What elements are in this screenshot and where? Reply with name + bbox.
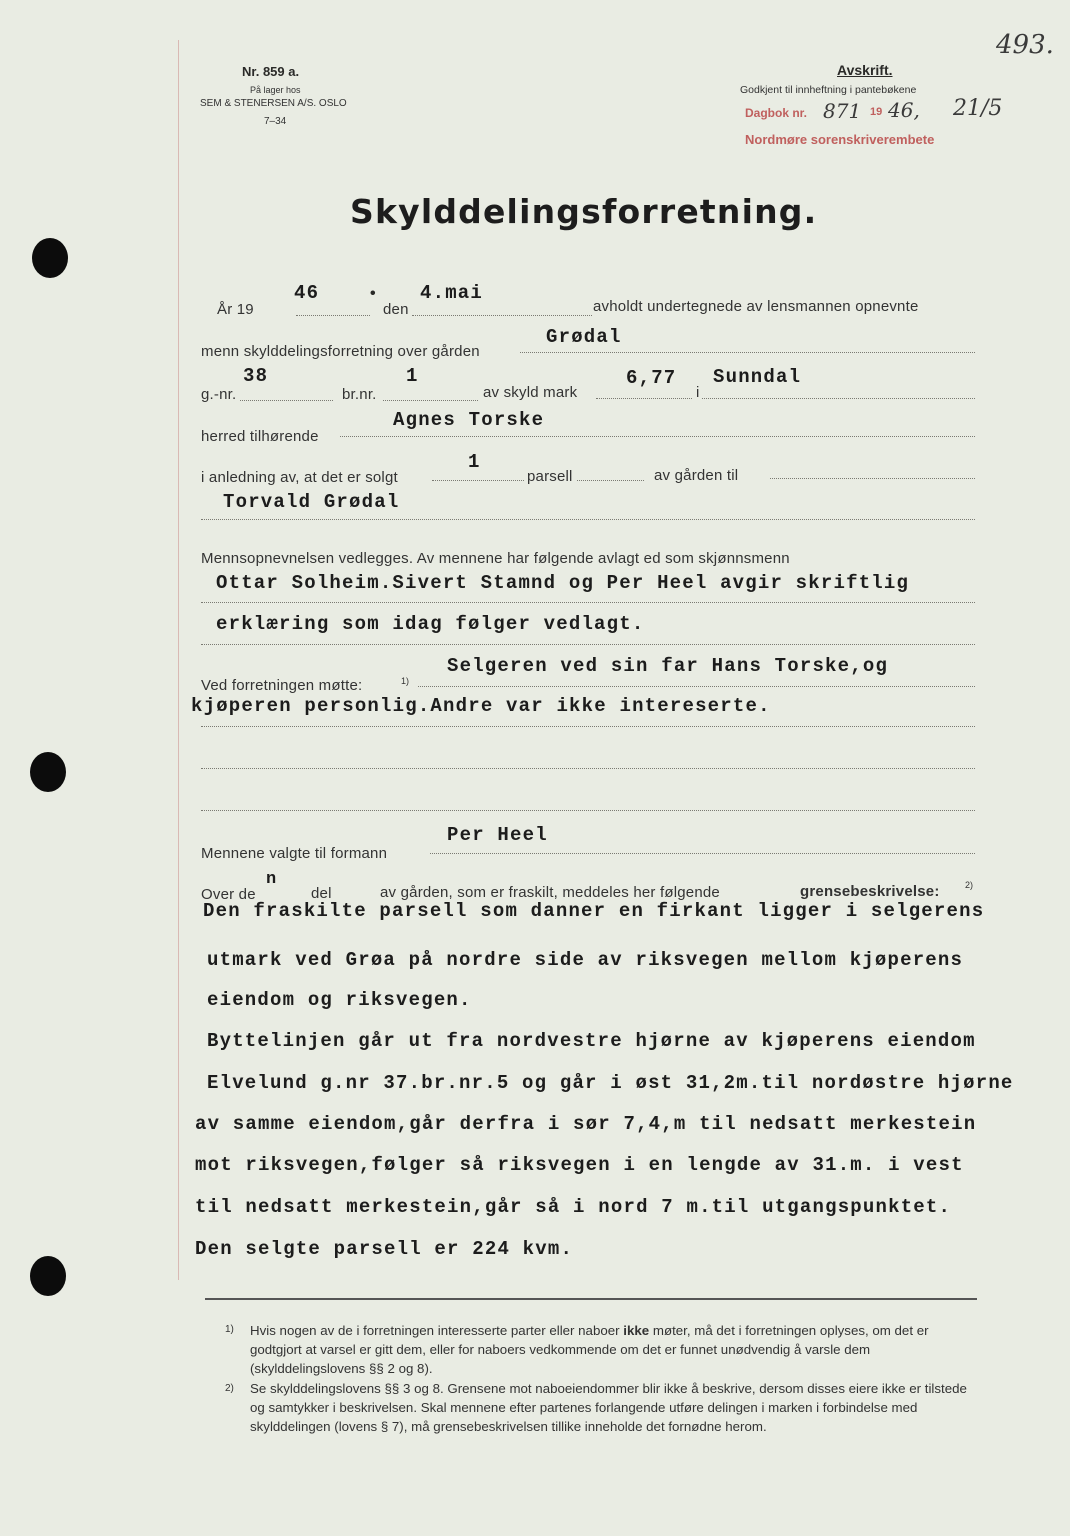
stamp-date: 21/5 [953, 96, 1003, 121]
printer-line: SEM & STENERSEN A/S. OSLO [200, 98, 347, 109]
boundary-line: Byttelinjen går ut fra nordvestre hjørne av kjøperens eiendom [207, 1030, 976, 1052]
buyer-name: Torvald Grødal [223, 491, 400, 513]
fill-line [418, 686, 975, 687]
attendees-line: kjøperen personlig.Andre var ikke intereserte. [191, 695, 771, 717]
chairman-label: Mennene valgte til formann [201, 845, 388, 862]
date-value: 4.mai [420, 282, 484, 304]
del-label: del [311, 885, 332, 902]
footnote-text-part: Hvis nogen av de i forretningen interesserte parter eller naboer [250, 1323, 620, 1338]
form-number: Nr. 859 a. [242, 64, 300, 79]
fill-line [430, 853, 975, 854]
page-title: Skylddelingsforretning. [350, 192, 818, 231]
printer-line: På lager hos [250, 85, 301, 95]
boundary-line: Elvelund g.nr 37.br.nr.5 og går i øst 31,2m.til nordøstre hjørne [207, 1072, 1014, 1094]
boundary-line: til nedsatt merkestein,går så i nord 7 m.til utgangspunktet. [195, 1196, 952, 1218]
fill-line [432, 480, 524, 481]
fill-line [412, 315, 592, 316]
year-prefix: 19 [870, 106, 883, 118]
stamp-year: 46, [888, 98, 920, 122]
fill-line [201, 602, 975, 603]
page-number: 493. [996, 30, 1054, 60]
footnote-text-part: møter, må det i forretningen oplyses, om det er godtgjort at varsel er gitt dem, eller for naboers vedkommende om det er funnet unødvendig å varsle dem (skylddelingslovens §§ 2 og 8). [250, 1323, 929, 1376]
footnote-ref: 2) [965, 880, 974, 890]
oath-line: Ottar Solheim.Sivert Stamnd og Per Heel avgir skriftlig [216, 572, 910, 594]
i-label: i [696, 384, 700, 401]
farm-label: menn skylddelingsforretning over gården [201, 343, 480, 360]
boundary-line: Den fraskilte parsell som danner en firkant ligger i selgerens [203, 900, 985, 922]
municipality-value: Sunndal [713, 366, 802, 388]
footnote-divider [205, 1298, 977, 1300]
margin-line [178, 40, 179, 1280]
fill-line [383, 400, 478, 401]
copy-heading: Avskrift. [837, 62, 893, 78]
fill-line [296, 315, 370, 316]
approval-note: Godkjent til innheftning i pantebøkene [740, 84, 917, 96]
footnote-mark: 2) [225, 1383, 234, 1394]
brnr-value: 1 [406, 365, 419, 387]
oath-text: Mennsopnevnelsen vedlegges. Av mennene har følgende avlagt ed som skjønnsmenn [201, 550, 790, 567]
year-value: 46 [294, 282, 320, 304]
footnote-text [250, 1379, 978, 1436]
fill-line [201, 644, 975, 645]
farm-name: Grødal [546, 326, 622, 348]
boundary-line: eiendom og riksvegen. [207, 989, 472, 1011]
dagbok-label: Dagbok nr. [745, 106, 808, 120]
fill-line [577, 480, 644, 481]
boundary-intro: av gården, som er fraskilt, meddeles her følgende [380, 884, 720, 901]
chairman-name: Per Heel [447, 824, 548, 846]
footnote-bold: ikke [623, 1323, 650, 1338]
gnr-value: 38 [243, 365, 269, 387]
printer-line: 7–34 [264, 116, 287, 127]
fill-line [520, 352, 975, 353]
year-label: År 19 [217, 301, 254, 318]
footnote-mark: 1) [225, 1324, 234, 1335]
footnote-text [250, 1321, 978, 1378]
oath-line: erklæring som idag følger vedlagt. [216, 613, 645, 635]
fill-line [702, 398, 975, 399]
footnote-text-part: Se skylddelingslovens §§ 3 og 8. Grensene mot naboeiendommer blir ikke å beskrive, dersom disses eiere ikke er tilstede og samtykker i beskrivelsen. Skal mennene efter partenes forlangende utføre delingen i marken i forbindelse med skylddelingen (lovens § 7), må grensebeskrivelsen tillike inneholde det fornødne herom. [250, 1381, 967, 1434]
herred-label: herred tilhørende [201, 428, 319, 445]
gnr-label: g.-nr. [201, 386, 237, 403]
fill-line [201, 768, 975, 769]
occasion-label: i anledning av, at det er solgt [201, 469, 398, 486]
den-label: den [383, 301, 409, 318]
fill-line [340, 436, 975, 437]
dot-mark: • [370, 285, 376, 302]
boundary-label: grensebeskrivelse: [800, 883, 940, 900]
dagbok-number: 871 [823, 99, 862, 123]
fill-line [596, 398, 692, 399]
skyld-value: 6,77 [626, 367, 677, 389]
attendees-line: Selgeren ved sin far Hans Torske,og [447, 655, 889, 677]
attendees-label: Ved forretningen møtte: [201, 677, 363, 694]
fill-line [240, 400, 333, 401]
over-label: Over de [201, 886, 256, 903]
fill-line [770, 478, 975, 479]
fill-line [201, 726, 975, 727]
punch-hole [30, 1256, 66, 1296]
court-office: Nordmøre sorenskriverembete [745, 132, 935, 147]
boundary-line: Den selgte parsell er 224 kvm. [195, 1238, 574, 1260]
boundary-line: av samme eiendom,går derfra i sør 7,4,m til nedsatt merkestein [195, 1113, 977, 1135]
boundary-line: mot riksvegen,følger så riksvegen i en lengde av 31.m. i vest [195, 1154, 964, 1176]
skyld-label: av skyld mark [483, 384, 578, 401]
punch-hole [32, 238, 68, 278]
punch-hole [30, 752, 66, 792]
footnote-ref: 1) [401, 676, 410, 686]
parcel-label: parsell [527, 468, 573, 485]
handwritten-n: n [266, 870, 278, 889]
boundary-line: utmark ved Grøa på nordre side av riksvegen mellom kjøperens [207, 949, 964, 971]
fill-line [201, 810, 975, 811]
parcel-count: 1 [468, 451, 481, 473]
held-text: avholdt undertegnede av lensmannen opnevnte [593, 298, 919, 315]
fill-line [201, 519, 975, 520]
of-farm-label: av gården til [654, 467, 739, 484]
brnr-label: br.nr. [342, 386, 377, 403]
owner-name: Agnes Torske [393, 409, 545, 431]
